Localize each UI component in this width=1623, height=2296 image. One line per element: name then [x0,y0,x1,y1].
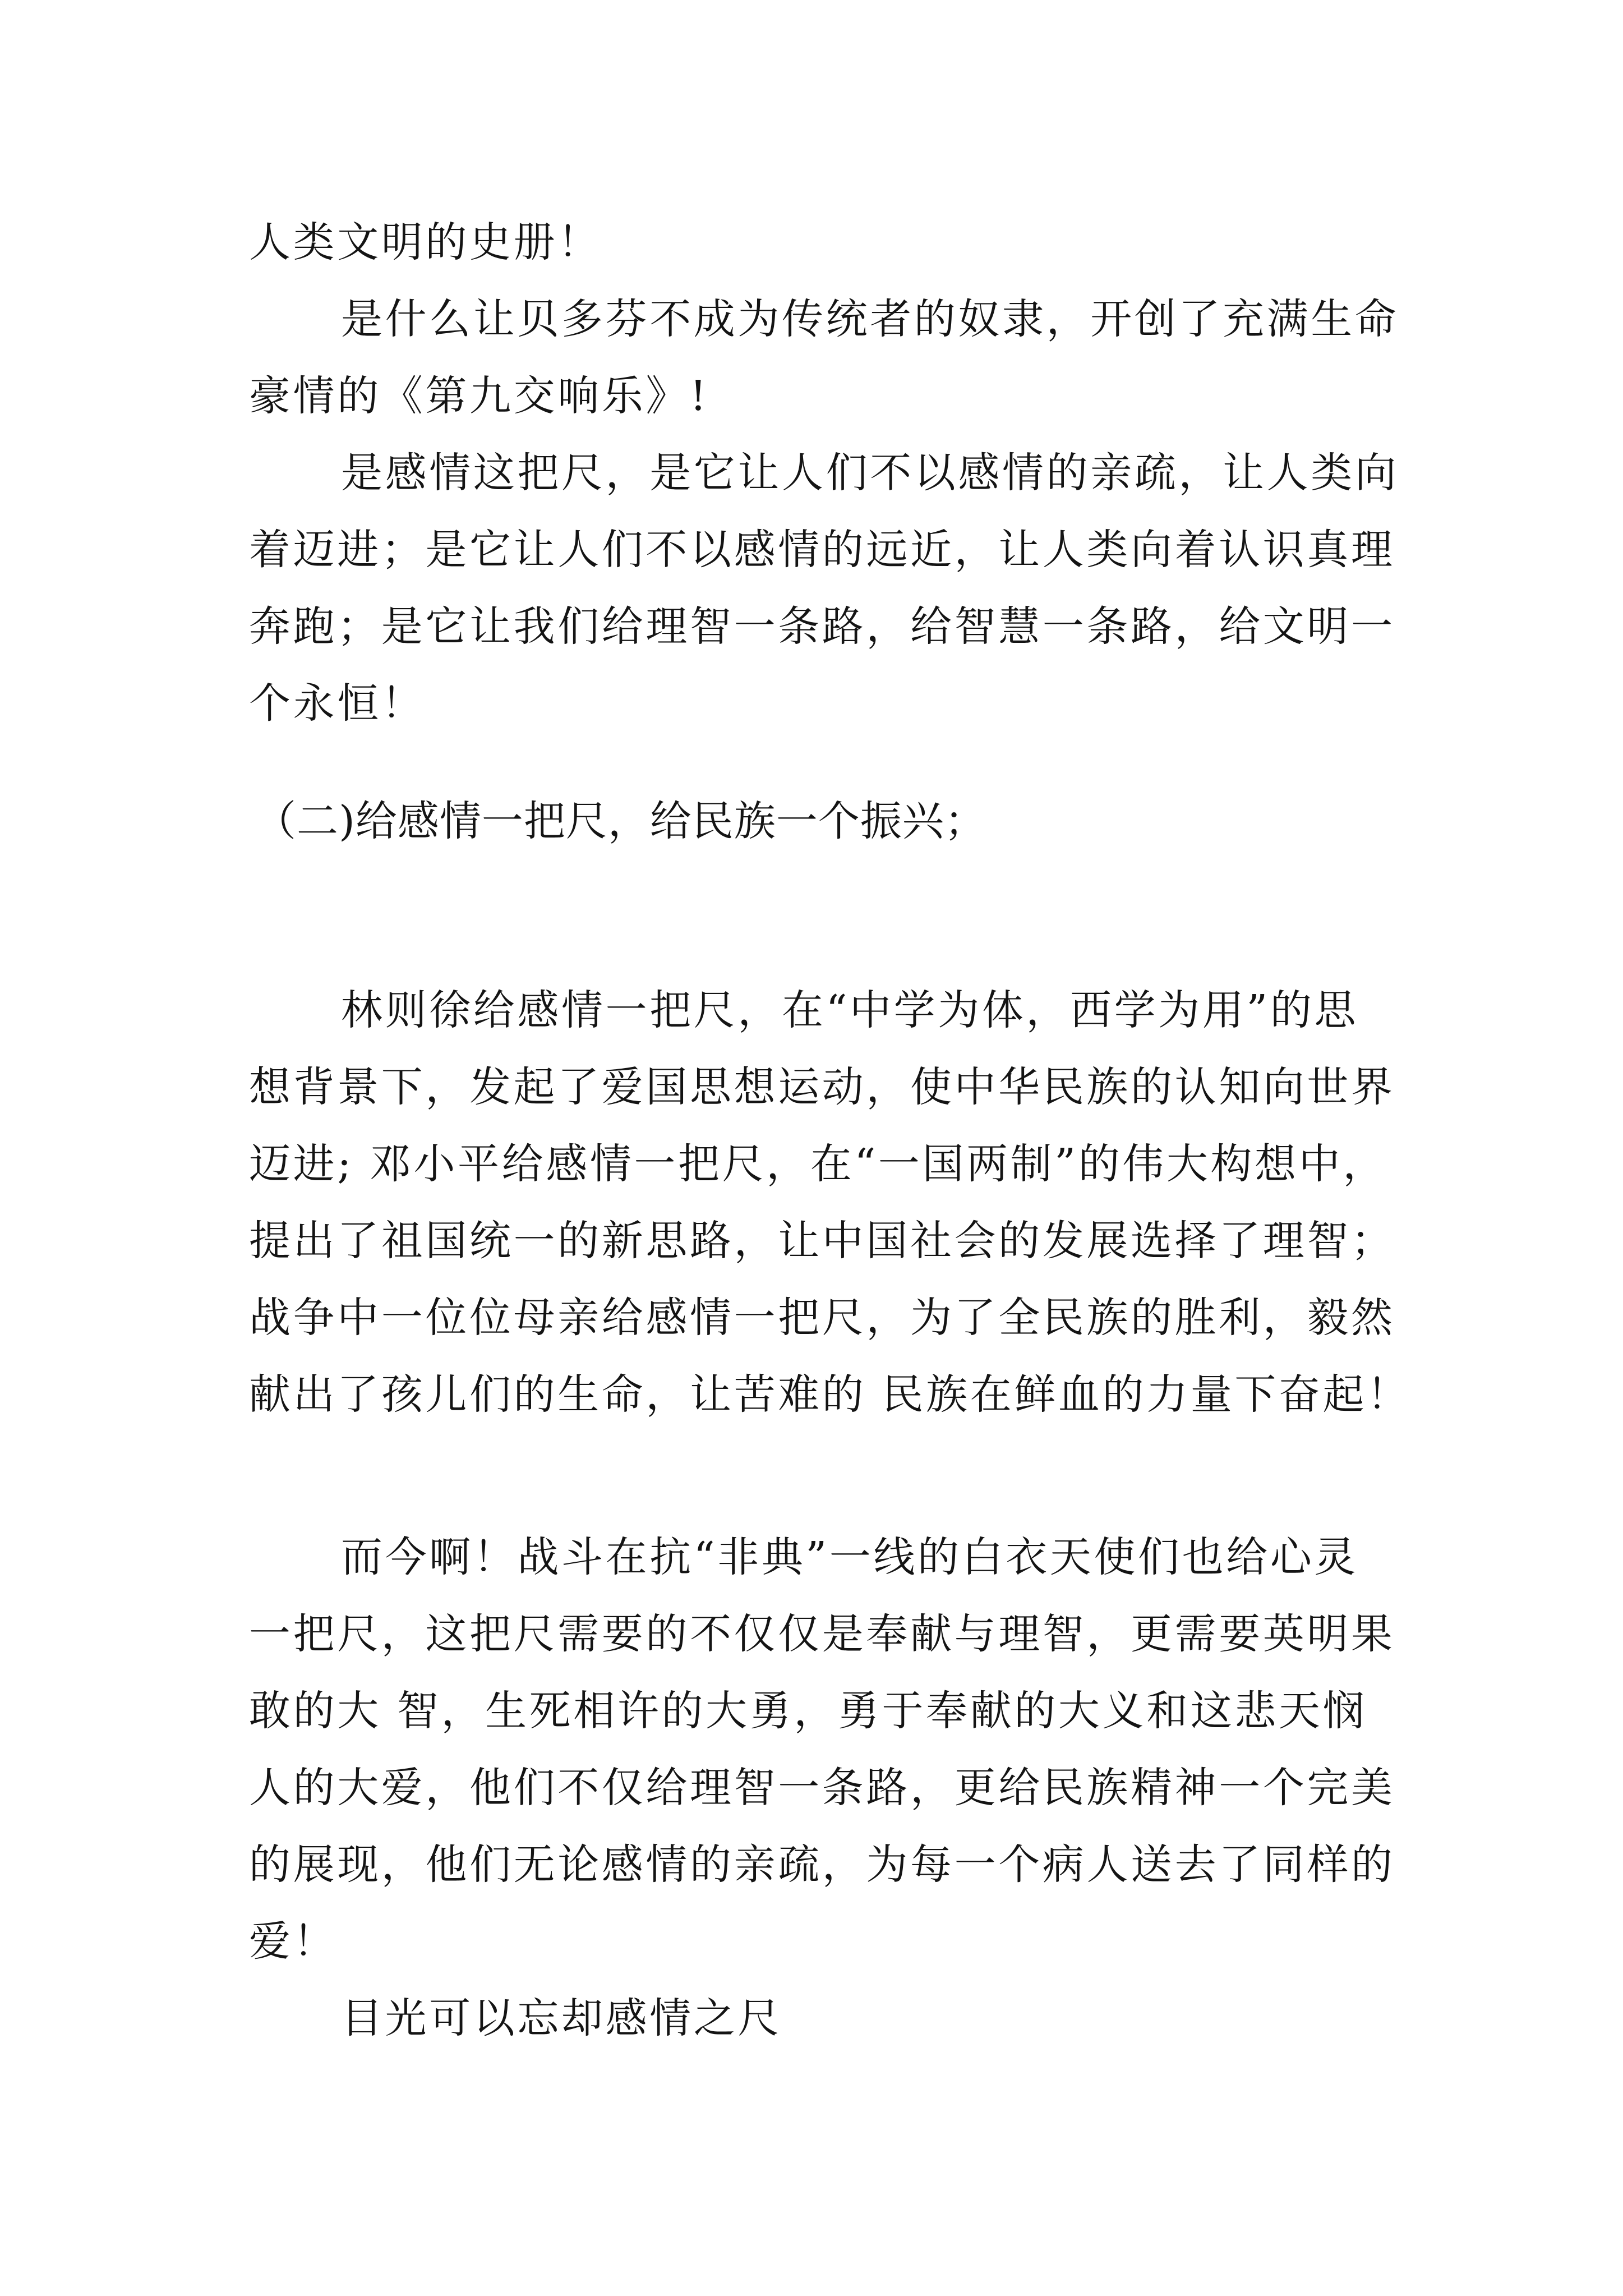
text-line: 敢的大 智，生死相许的大勇，勇于奉献的大义和这悲天悯 [249,1687,1367,1735]
text-line: 目光可以忘却感情之尺 [341,1994,782,2042]
text-line: 而今啊！战斗在抗“非典”一线的白衣天使们也给心灵 [341,1533,1359,1581]
text-line: 献出了孩儿们的生命，让苦难的 民族在鲜血的力量下奋起！ [249,1370,1411,1419]
text-line: 想背景下，发起了爱国思想运动，使中华民族的认知向世界 [249,1063,1395,1111]
text-line: 个永恒！ [249,679,426,728]
text-line: 的展现，他们无论感情的亲疏，为每一个病人送去了同样的 [249,1841,1395,1889]
text-line: 战争中一位位母亲给感情一把尺，为了全民族的胜利，毅然 [249,1294,1395,1342]
text-line: 是感情这把尺，是它让人们不以感情的亲疏，让人类向 [341,449,1399,497]
text-line: 是什么让贝多芬不成为传统者的奴隶，开创了充满生命 [341,295,1399,343]
section-heading: （二)给感情一把尺，给民族一个振兴； [255,797,986,845]
text-line: 林则徐给感情一把尺，在“中学为体，西学为用”的思 [341,986,1359,1034]
text-line: 人类文明的史册！ [249,218,602,266]
text-line: 提出了祖国统一的新思路，让中国社会的发展选择了理智； [249,1217,1395,1265]
text-line: 奔跑；是它让我们给理智一条路，给智慧一条路，给文明一 [249,602,1395,651]
text-line: 一把尺，这把尺需要的不仅仅是奉献与理智，更需要英明果 [249,1610,1395,1658]
text-line: 迈进; 邓小平给感情一把尺，在“一国两制”的伟大构想中， [249,1140,1387,1188]
text-line: 豪情的《第九交响乐》! [249,372,709,420]
text-line: 着迈进；是它让人们不以感情的远近，让人类向着认识真理 [249,526,1395,574]
text-line: 爱！ [249,1917,338,1966]
text-line: 人的大爱，他们不仅给理智一条路，更给民族精神一个完美 [249,1764,1395,1812]
